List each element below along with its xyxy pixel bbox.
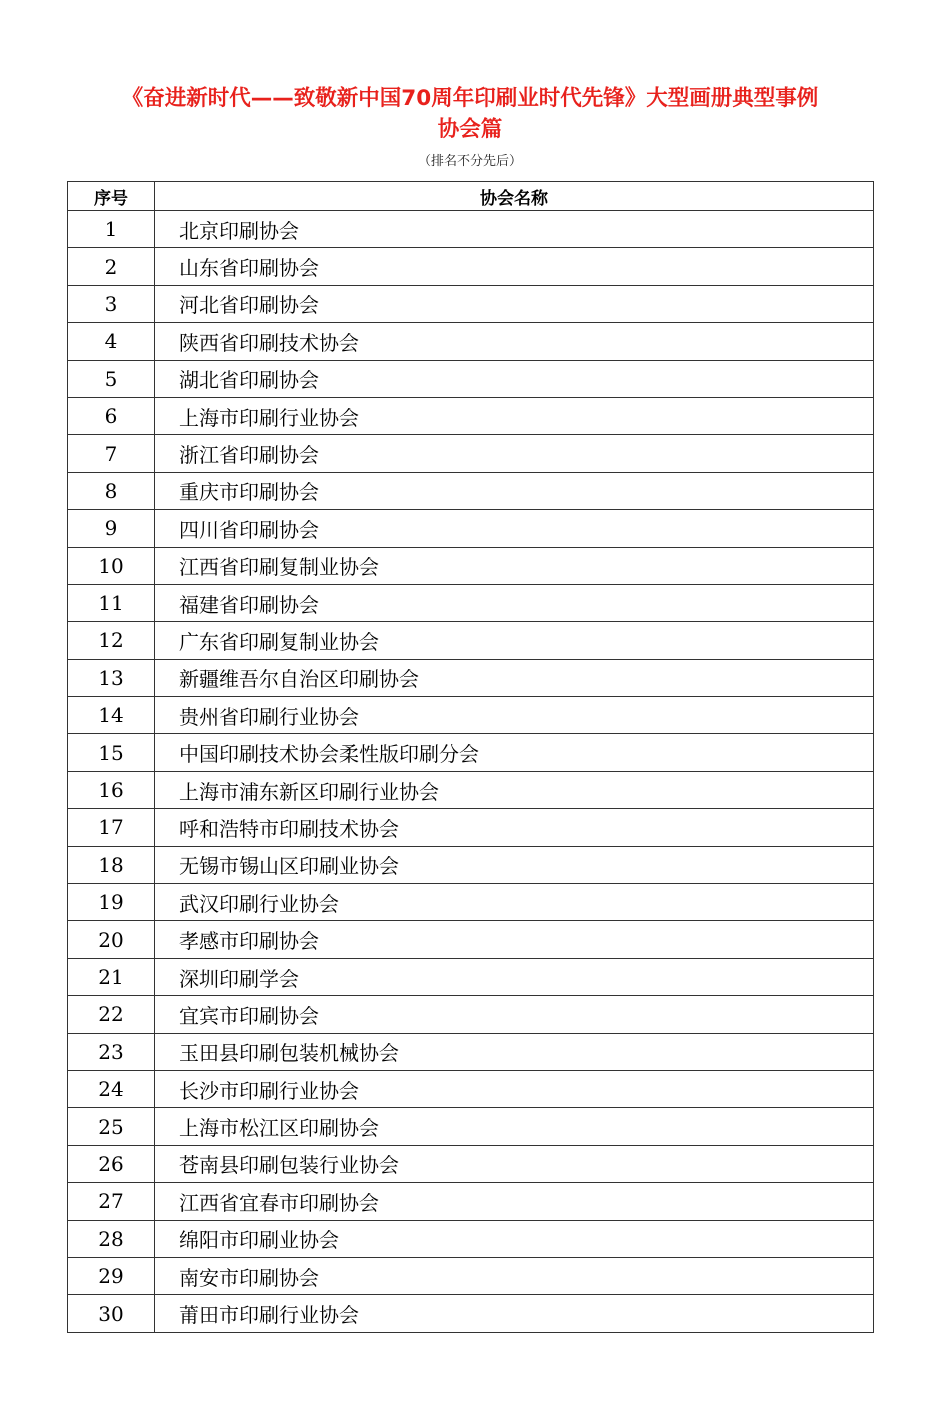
table-row [68,697,874,734]
row-number: 1 [68,211,155,248]
table-header-row [68,182,874,211]
association-name: 江西省宜春市印刷协会 [155,1183,874,1220]
table-row [68,846,874,883]
row-number: 25 [68,1108,155,1145]
table-row [68,435,874,472]
document-title-line-1: 《奋进新时代——致敬新中国70周年印刷业时代先锋》大型画册典型事例 [121,86,819,111]
row-number: 2 [68,248,155,285]
association-name: 福建省印刷协会 [155,584,874,621]
association-name: 北京印刷协会 [155,211,874,248]
association-name: 广东省印刷复制业协会 [155,622,874,659]
association-name: 贵州省印刷行业协会 [155,697,874,734]
association-name: 重庆市印刷协会 [155,472,874,509]
association-name: 南安市印刷协会 [155,1257,874,1294]
association-name: 玉田县印刷包装机械协会 [155,1033,874,1070]
table-row [68,1295,874,1332]
row-number: 29 [68,1257,155,1294]
row-number: 20 [68,921,155,958]
table-row [68,958,874,995]
association-name: 无锡市锡山区印刷业协会 [155,846,874,883]
table-row [68,1183,874,1220]
document-title-line-2: 协会篇 [437,117,503,142]
association-name: 长沙市印刷行业协会 [155,1070,874,1107]
row-number: 14 [68,697,155,734]
table-row [68,659,874,696]
association-name: 河北省印刷协会 [155,285,874,322]
row-number: 13 [68,659,155,696]
association-name: 湖北省印刷协会 [155,360,874,397]
row-number: 5 [68,360,155,397]
table-row [68,248,874,285]
association-name: 上海市浦东新区印刷行业协会 [155,771,874,808]
association-name: 深圳印刷学会 [155,958,874,995]
row-number: 21 [68,958,155,995]
row-number: 12 [68,622,155,659]
row-number: 6 [68,397,155,434]
row-number: 11 [68,584,155,621]
table-row [68,1145,874,1182]
document-subtitle: （排名不分先后） [417,154,522,169]
table-row [68,1033,874,1070]
table-row [68,1257,874,1294]
table-row [68,285,874,322]
association-name: 江西省印刷复制业协会 [155,547,874,584]
association-name: 浙江省印刷协会 [155,435,874,472]
row-number: 22 [68,996,155,1033]
table-row [68,323,874,360]
table-row [68,884,874,921]
association-name: 莆田市印刷行业协会 [155,1295,874,1332]
association-name: 山东省印刷协会 [155,248,874,285]
association-name: 上海市松江区印刷协会 [155,1108,874,1145]
association-name: 上海市印刷行业协会 [155,397,874,434]
row-number: 19 [68,884,155,921]
table-body [68,211,874,1333]
association-name: 呼和浩特市印刷技术协会 [155,809,874,846]
table-row [68,360,874,397]
row-number: 30 [68,1295,155,1332]
table-row [68,809,874,846]
row-number: 10 [68,547,155,584]
table-row [68,510,874,547]
table-row [68,1070,874,1107]
row-number: 7 [68,435,155,472]
table-row [68,547,874,584]
association-table [67,181,874,1333]
table-row [68,211,874,248]
row-number: 3 [68,285,155,322]
row-number: 28 [68,1220,155,1257]
row-number: 27 [68,1183,155,1220]
row-number: 17 [68,809,155,846]
table-row [68,771,874,808]
table-row [68,472,874,509]
association-name: 陕西省印刷技术协会 [155,323,874,360]
table-row [68,622,874,659]
association-name: 苍南县印刷包装行业协会 [155,1145,874,1182]
table-row [68,584,874,621]
association-name: 中国印刷技术协会柔性版印刷分会 [155,734,874,771]
row-number: 26 [68,1145,155,1182]
row-number: 9 [68,510,155,547]
row-number: 8 [68,472,155,509]
table-row [68,397,874,434]
table-row [68,921,874,958]
header-number: 序号 [68,182,155,211]
row-number: 18 [68,846,155,883]
association-name: 绵阳市印刷业协会 [155,1220,874,1257]
association-name: 新疆维吾尔自治区印刷协会 [155,659,874,696]
row-number: 16 [68,771,155,808]
row-number: 4 [68,323,155,360]
table-row [68,1220,874,1257]
association-name: 武汉印刷行业协会 [155,884,874,921]
association-name: 宜宾市印刷协会 [155,996,874,1033]
table-row [68,1108,874,1145]
table-row [68,996,874,1033]
header-name: 协会名称 [155,182,874,211]
row-number: 15 [68,734,155,771]
row-number: 23 [68,1033,155,1070]
association-name: 四川省印刷协会 [155,510,874,547]
row-number: 24 [68,1070,155,1107]
table-row [68,734,874,771]
association-name: 孝感市印刷协会 [155,921,874,958]
